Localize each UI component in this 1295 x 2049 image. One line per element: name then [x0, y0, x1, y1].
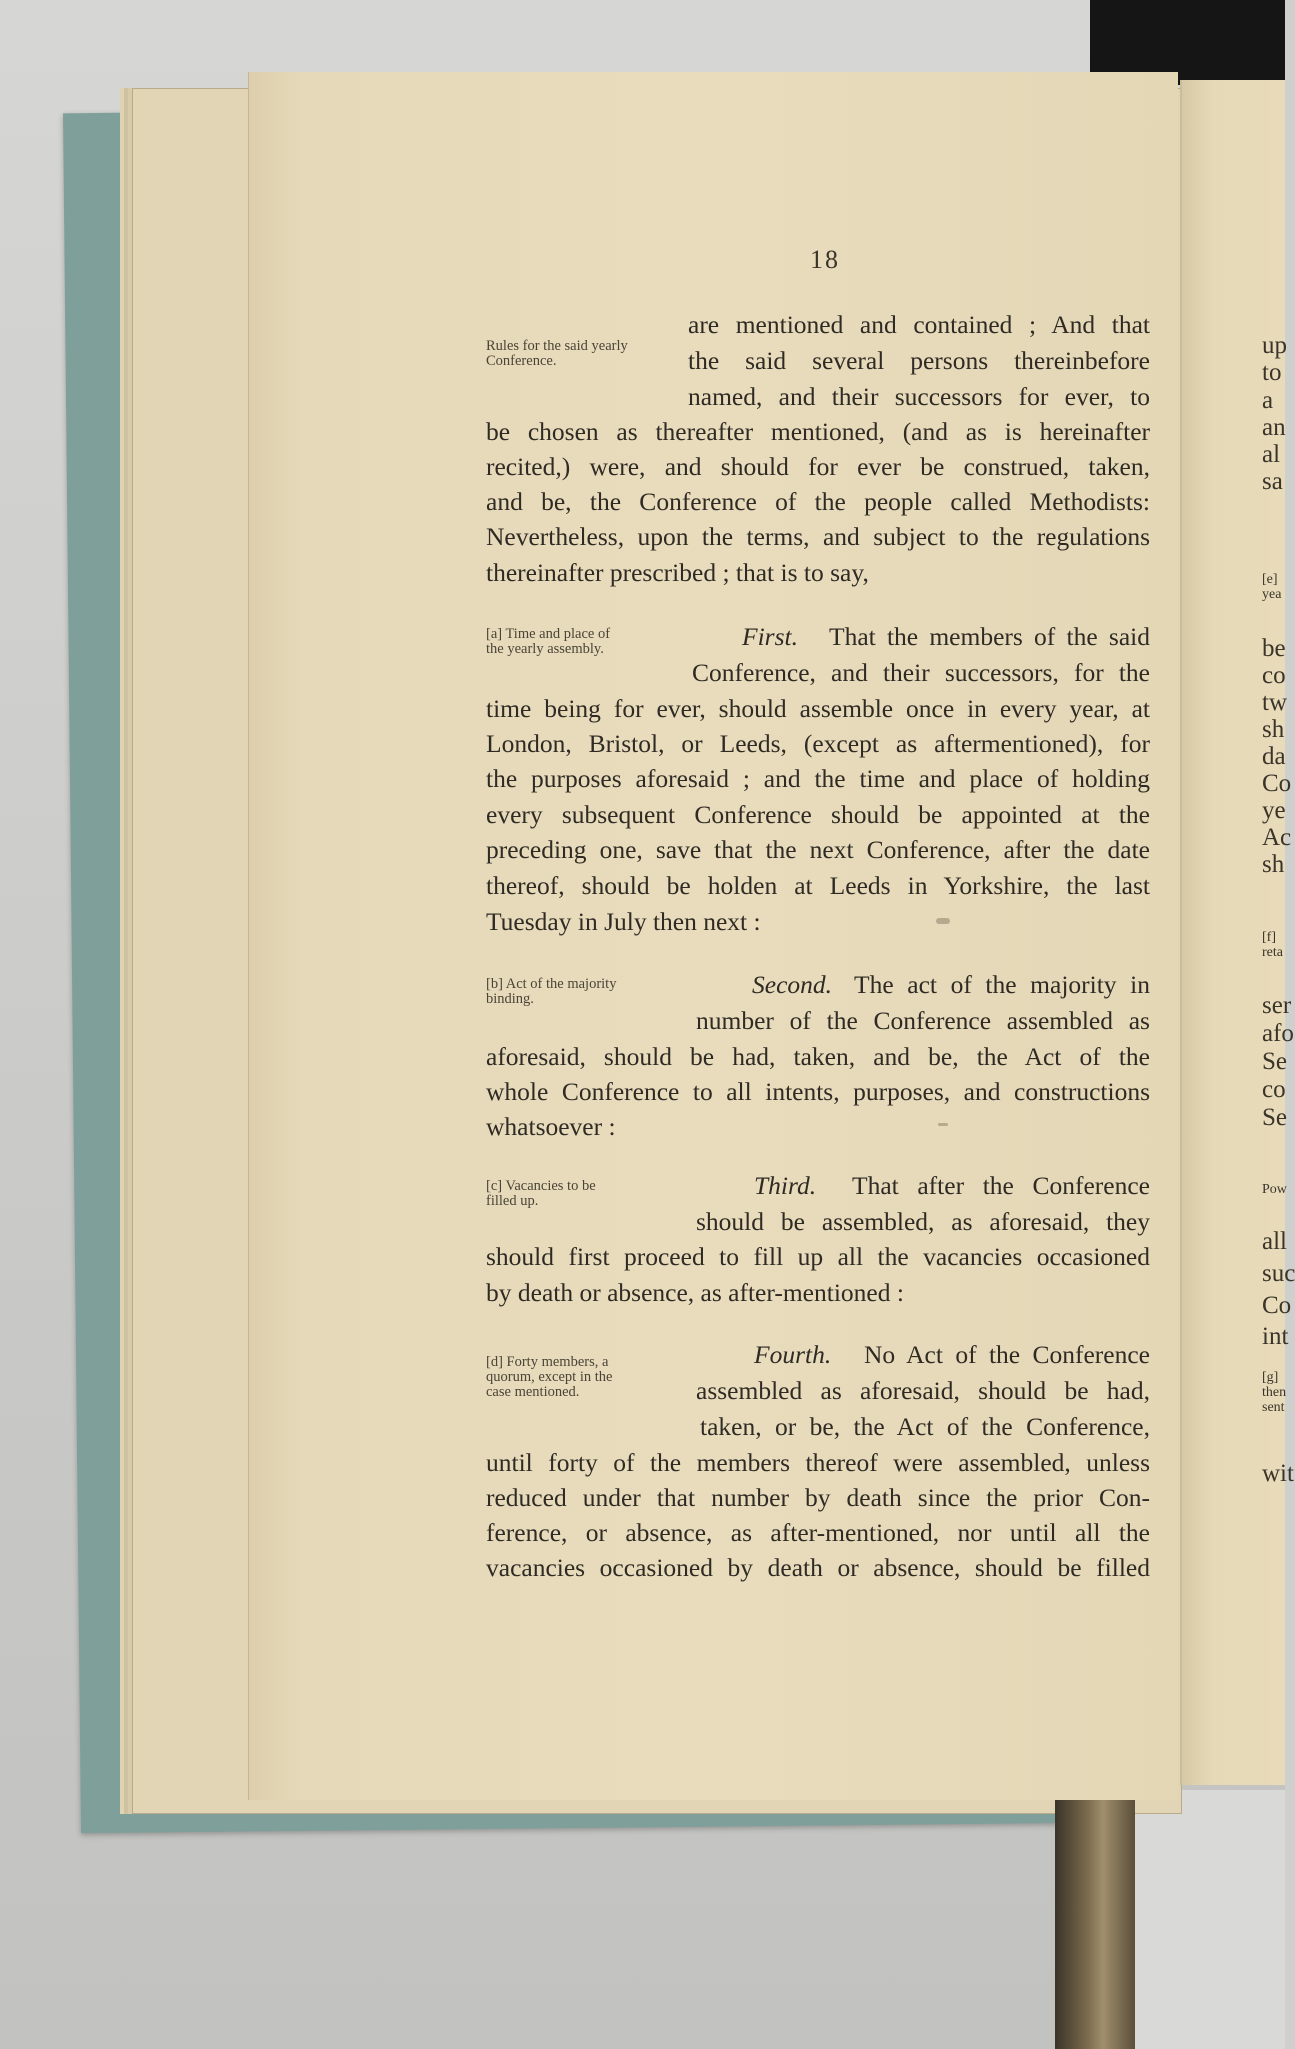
- facing-fragment: [f]: [1262, 930, 1276, 945]
- print-smudge: [938, 1123, 948, 1126]
- facing-fragment: co: [1262, 1076, 1286, 1103]
- facing-fragment: to: [1262, 359, 1282, 386]
- sidenote-fourth: [486, 1355, 686, 1400]
- sidenote-line: filled up.: [486, 1193, 539, 1209]
- text-line: and be, the Conference of the people called Methodists:: [486, 487, 1150, 516]
- text-line: recited,) were, and should for ever be construed, taken,: [486, 452, 1150, 481]
- facing-page: [1180, 80, 1295, 1785]
- facing-fragment: an: [1262, 414, 1286, 441]
- text-line: The act of the majority in: [854, 970, 1150, 999]
- text-line: are mentioned and contained ; And that: [688, 310, 1150, 339]
- facing-fragment: sh: [1262, 716, 1285, 743]
- facing-fragment: ser: [1262, 992, 1292, 1019]
- facing-fragment: sa: [1262, 468, 1283, 495]
- section-lead: First.: [742, 622, 798, 651]
- facing-fragment: int: [1262, 1323, 1289, 1350]
- text-line: be chosen as thereafter mentioned, (and as is hereinafter: [486, 417, 1150, 446]
- sidenote-line: case mentioned.: [486, 1384, 580, 1400]
- text-line: by death or absence, as after-mentioned :: [486, 1278, 904, 1307]
- facing-fragment: Co: [1262, 770, 1292, 797]
- sidenote-line: [b] Act of the majority: [486, 976, 617, 992]
- text-line: number of the Conference assembled as: [696, 1006, 1150, 1035]
- facing-fragment: al: [1262, 441, 1281, 468]
- facing-fragment: ye: [1262, 797, 1286, 824]
- sidenote-line: binding.: [486, 991, 534, 1007]
- facing-fragment: co: [1262, 662, 1286, 689]
- facing-fragment: sh: [1262, 851, 1285, 878]
- sidenote-line: Rules for the said yearly: [486, 338, 628, 354]
- text-line: time being for ever, should assemble once in every year, at: [486, 694, 1150, 723]
- text-line: reduced under that number by death since the prior Con-: [486, 1483, 1150, 1512]
- facing-fragment: Co: [1262, 1292, 1292, 1319]
- facing-fragment: tw: [1262, 689, 1287, 716]
- page-number: 18: [810, 245, 840, 274]
- text-line: the said several persons thereinbefore: [688, 346, 1150, 375]
- text-line: London, Bristol, or Leeds, (except as aftermentioned), for: [486, 729, 1150, 758]
- text-line: the purposes aforesaid ; and the time and place of holding: [486, 764, 1150, 793]
- text-line: whole Conference to all intents, purposes, and constructions: [486, 1077, 1150, 1106]
- facing-fragment: Ac: [1262, 824, 1292, 851]
- facing-fragment: up: [1262, 332, 1287, 359]
- section-lead: Fourth.: [754, 1340, 832, 1369]
- text-line: thereinafter prescribed ; that is to say,: [486, 558, 869, 587]
- sidenote-line: Conference.: [486, 353, 557, 369]
- bookmark-ribbon: [1055, 1790, 1135, 2049]
- facing-fragment: be: [1262, 635, 1286, 662]
- text-line: whatsoever :: [486, 1112, 616, 1141]
- text-line: taken, or be, the Act of the Conference,: [700, 1412, 1150, 1441]
- sidenote-line: [a] Time and place of: [486, 626, 611, 642]
- sidenote-line: quorum, except in the: [486, 1369, 613, 1385]
- text-line: No Act of the Conference: [864, 1340, 1150, 1369]
- text-line: thereof, should be holden at Leeds in Yorkshire, the last: [486, 871, 1150, 900]
- print-smudge: [936, 918, 950, 924]
- text-line: until forty of the members thereof were assembled, unless: [486, 1448, 1150, 1477]
- text-line: That the members of the said: [829, 622, 1150, 651]
- facing-fragment: Se: [1262, 1104, 1287, 1131]
- sidenote-rules: [486, 339, 686, 369]
- facing-fragment: all: [1262, 1228, 1287, 1255]
- sidenote-second: [486, 977, 686, 1007]
- text-line: named, and their successors for ever, to: [688, 382, 1150, 411]
- facing-fragment: sent: [1262, 1400, 1285, 1415]
- facing-fragment: reta: [1262, 945, 1283, 960]
- sidenote-third: [486, 1179, 686, 1209]
- facing-fragment: yea: [1262, 587, 1282, 602]
- facing-fragment: [e]: [1262, 572, 1278, 587]
- text-line: Nevertheless, upon the terms, and subject to the regulations: [486, 522, 1150, 551]
- sidenote-line: the yearly assembly.: [486, 641, 604, 657]
- facing-fragment: Pow: [1262, 1182, 1287, 1197]
- facing-fragment: suc: [1262, 1260, 1295, 1287]
- text-line: Conference, and their successors, for the: [692, 658, 1150, 687]
- sidenote-first: [486, 627, 686, 657]
- facing-fragment: afo: [1262, 1020, 1294, 1047]
- sidenote-line: [d] Forty members, a: [486, 1354, 609, 1370]
- text-line: aforesaid, should be had, taken, and be, the Act of the: [486, 1042, 1150, 1071]
- text-line: That after the Conference: [852, 1171, 1150, 1200]
- text-line: should first proceed to fill up all the vacancies occasioned: [486, 1242, 1150, 1271]
- facing-fragment: then: [1262, 1385, 1287, 1400]
- facing-fragment: [g]: [1262, 1370, 1279, 1385]
- facing-fragment: wit: [1262, 1460, 1294, 1487]
- facing-fragment: da: [1262, 743, 1286, 770]
- text-line: Tuesday in July then next :: [486, 907, 761, 936]
- section-lead: Second.: [752, 970, 833, 999]
- text-line: preceding one, save that the next Conference, after the date: [486, 835, 1150, 864]
- facing-fragment: a: [1262, 387, 1274, 414]
- text-line: vacancies occasioned by death or absence, should be filled: [486, 1553, 1150, 1582]
- text-line: should be assembled, as aforesaid, they: [696, 1207, 1150, 1236]
- section-lead: Third.: [754, 1171, 817, 1200]
- text-line: ference, or absence, as after-mentioned, nor until all the: [486, 1518, 1150, 1547]
- facing-fragment: Se: [1262, 1048, 1287, 1075]
- text-line: assembled as aforesaid, should be had,: [696, 1376, 1150, 1405]
- sidenote-line: [c] Vacancies to be: [486, 1178, 596, 1194]
- text-line: every subsequent Conference should be appointed at the: [486, 800, 1150, 829]
